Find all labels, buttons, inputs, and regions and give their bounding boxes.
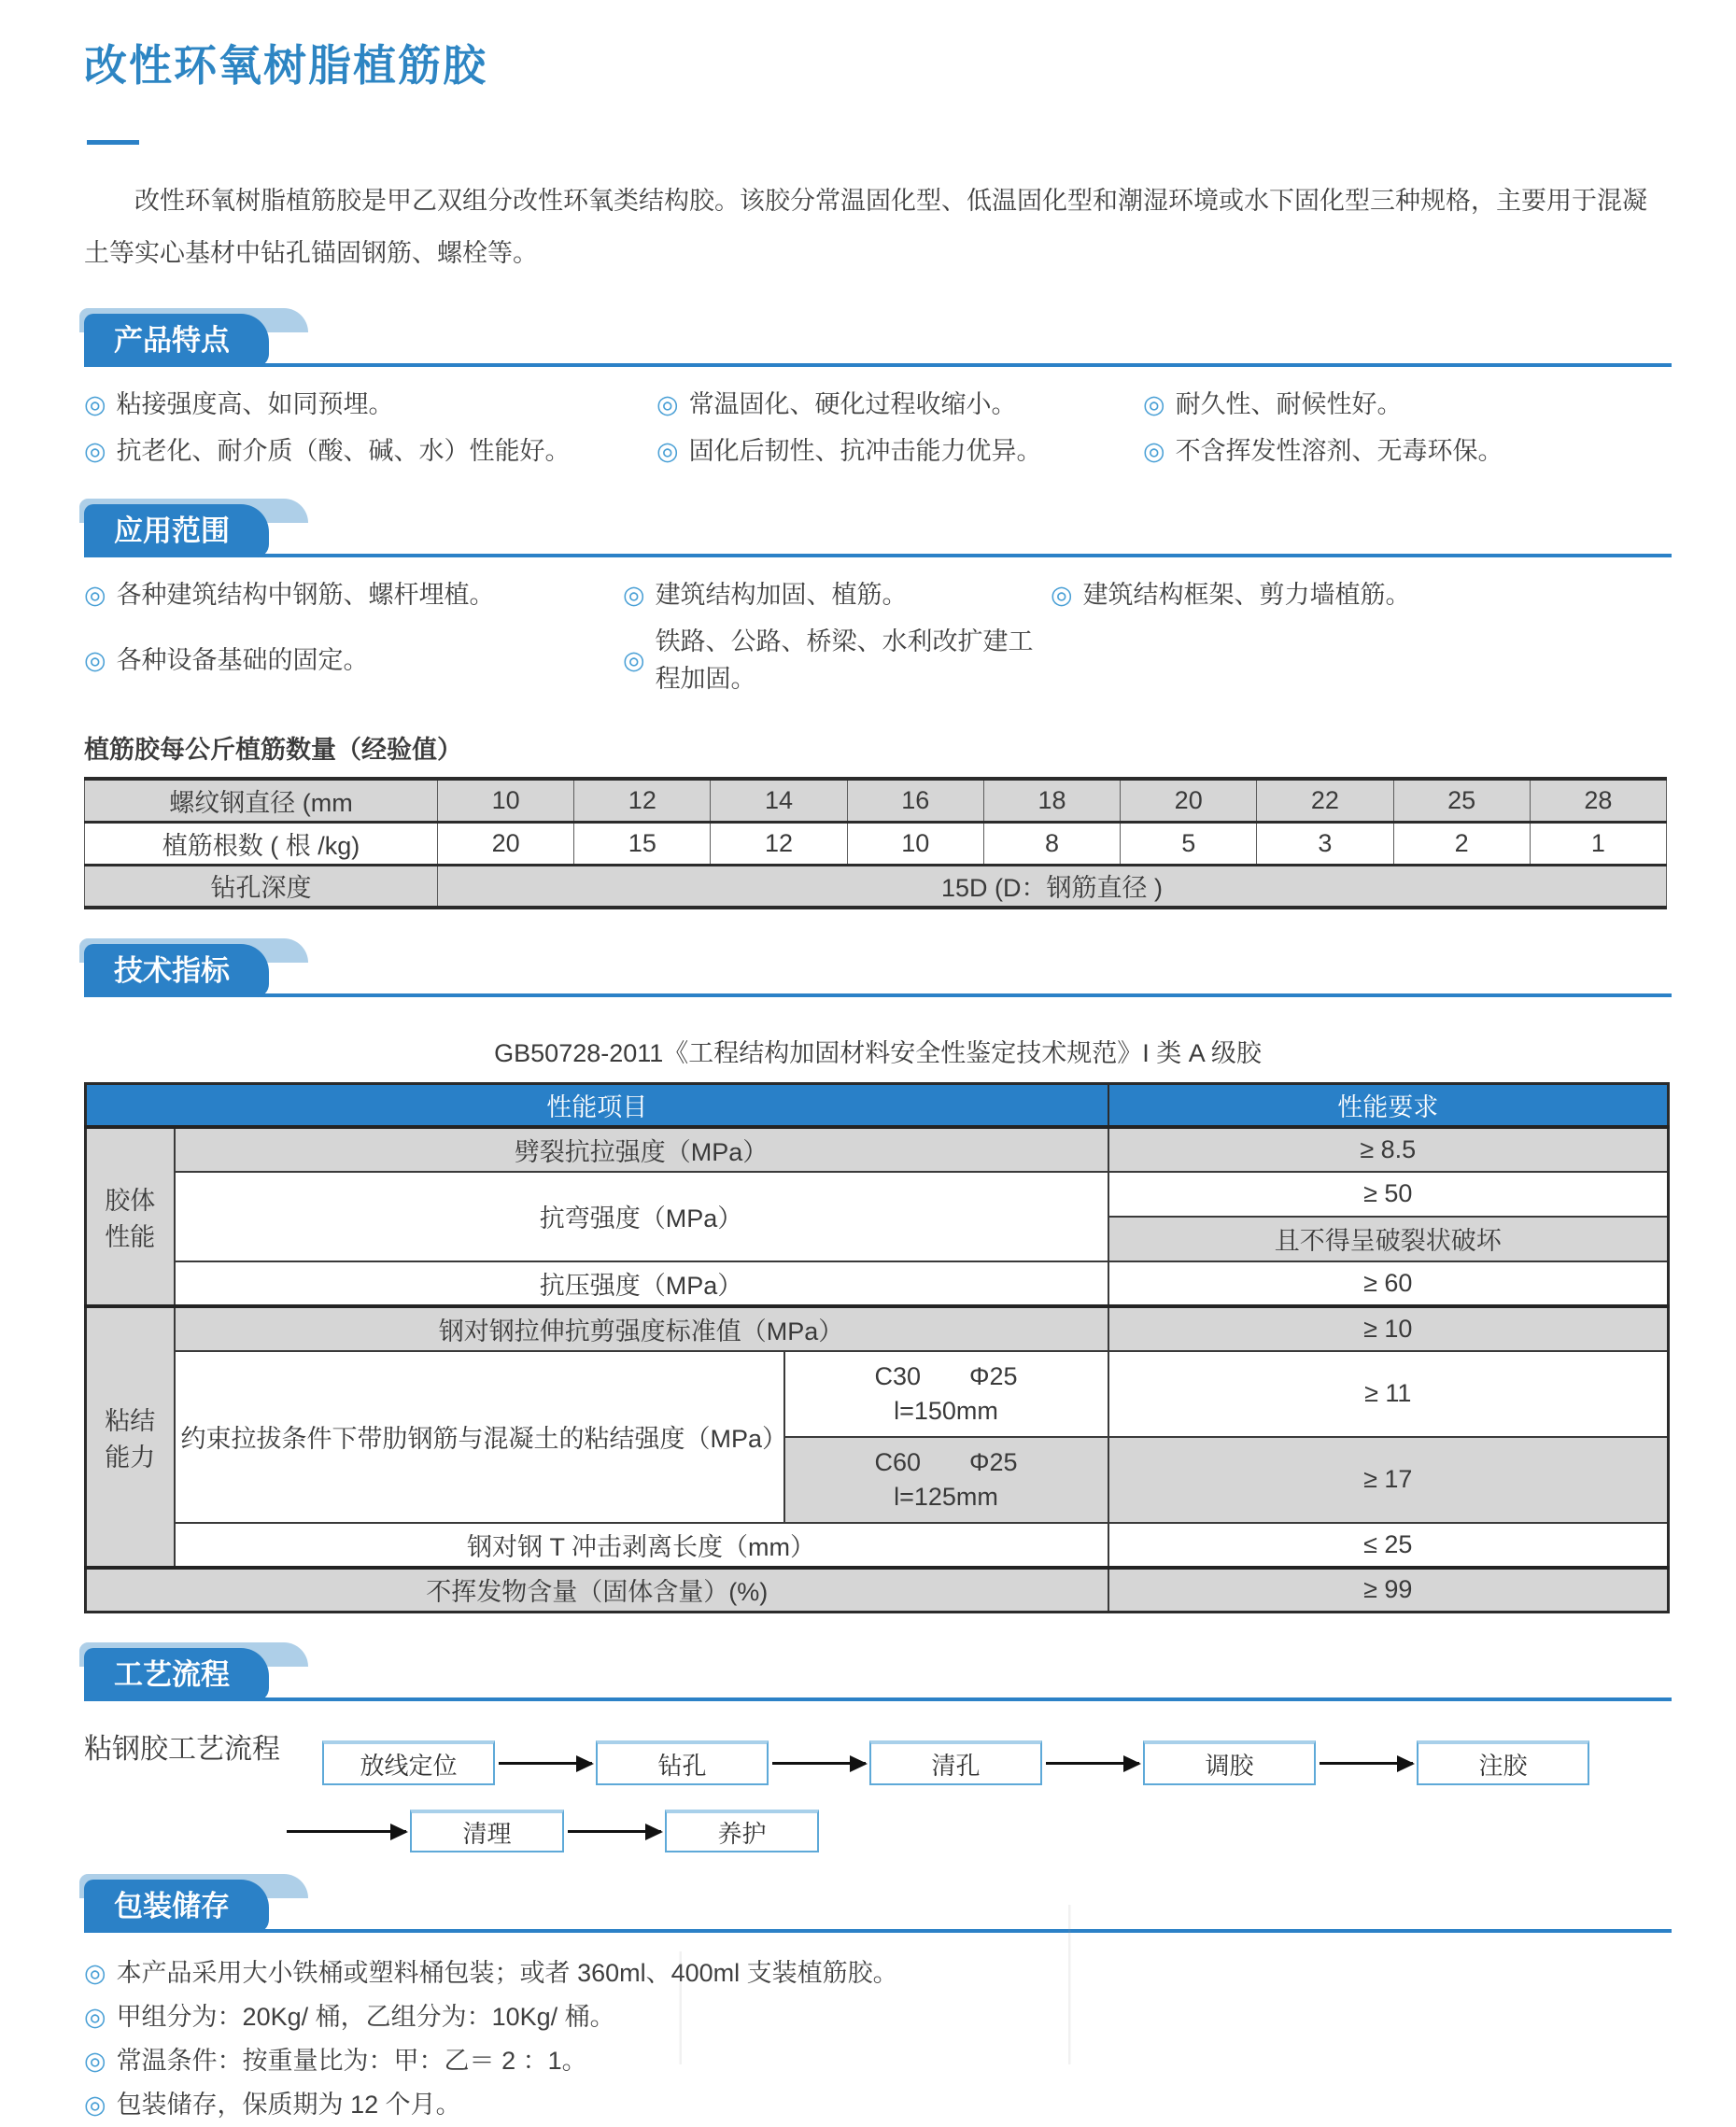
- list-item: [84, 2083, 1672, 2127]
- section-header-packaging: [84, 1880, 1672, 1933]
- table-cell: 14: [711, 779, 847, 822]
- condition-line: [791, 1483, 1102, 1512]
- requirement-cell: ≤ 25: [1108, 1523, 1669, 1568]
- flow-step-box: 养护: [665, 1810, 819, 1852]
- features-list: [84, 386, 1672, 470]
- condition-grade: C30: [874, 1361, 921, 1390]
- property-cell: 抗弯强度（MPa）: [175, 1172, 1108, 1261]
- section-header-features: [84, 315, 1672, 367]
- bullet-icon: ◎: [623, 646, 645, 674]
- bullet-icon: ◎: [1143, 390, 1165, 418]
- packaging-text: 甲组分为：20Kg/ 桶，乙组分为：10Kg/ 桶。: [116, 2003, 615, 2031]
- flow-row-1: [322, 1740, 1589, 1785]
- list-item: [84, 2039, 1672, 2083]
- table-cell: 18: [983, 779, 1120, 822]
- flow-arrow-icon: [499, 1762, 592, 1765]
- row-label-cell: 植筋根数 ( 根 /kg): [85, 822, 438, 865]
- bullet-icon: ◎: [84, 437, 106, 465]
- list-item: [84, 432, 656, 470]
- bullet-icon: ◎: [84, 646, 106, 674]
- title-underline: [87, 140, 139, 145]
- table-cell: 28: [1530, 779, 1666, 822]
- bullet-icon: ◎: [84, 581, 106, 609]
- flow-arrow-icon: [772, 1762, 866, 1765]
- feature-text: 抗老化、耐介质（酸、碱、水）性能好。: [116, 437, 571, 465]
- process-section-badge: 工艺流程: [84, 1648, 269, 1701]
- condition-line: [791, 1448, 1102, 1477]
- bullet-icon: ◎: [623, 581, 645, 609]
- condition-line: [791, 1397, 1102, 1426]
- list-item: [623, 576, 1051, 613]
- requirement-cell: ≥ 50: [1108, 1172, 1669, 1217]
- table-cell: 3: [1257, 822, 1393, 865]
- table-cell: 2: [1393, 822, 1530, 865]
- rebar-table-caption: 植筋胶每公斤植筋数量（经验值）: [84, 736, 462, 764]
- table-row: [85, 865, 1667, 908]
- bullet-icon: ◎: [84, 2047, 106, 2075]
- bullet-icon: ◎: [84, 2091, 106, 2119]
- packaging-text: 包装储存，保质期为 12 个月。: [116, 2091, 461, 2119]
- intro-paragraph: 改性环氧树脂植筋胶是甲乙双组分改性环氧类结构胶。该胶分常温固化型、低温固化型和潮湿环境或水下固化型三种规格，主要用于混凝土等实心基材中钻孔锚固钢筋、螺栓等。: [84, 187, 1647, 267]
- flow-row-2: [283, 1810, 1589, 1852]
- group-label-cell: 胶体性能: [86, 1127, 175, 1306]
- table-row: [86, 1306, 1669, 1351]
- table-row: [86, 1351, 1669, 1437]
- column-header: 性能要求: [1108, 1084, 1669, 1127]
- flow-arrow-icon: [568, 1830, 661, 1833]
- packaging-list: [84, 1951, 1672, 2127]
- table-row: [85, 779, 1667, 822]
- table-cell: 8: [983, 822, 1120, 865]
- bullet-icon: ◎: [1051, 581, 1073, 609]
- requirement-cell: ≥ 10: [1108, 1306, 1669, 1351]
- packaging-text: 常温条件：按重量比为：甲：乙＝ 2 ：1。: [116, 2047, 587, 2075]
- list-item: [84, 623, 623, 697]
- list-item: [1143, 432, 1672, 470]
- table-cell: 10: [438, 779, 574, 822]
- property-cell: 约束拉拔条件下带肋钢筋与混凝土的粘结强度（MPa）: [175, 1351, 784, 1523]
- list-item: [656, 432, 1143, 470]
- standard-caption: GB50728-2011《工程结构加固材料安全性鉴定技术规范》I 类 A 级胶: [494, 1039, 1262, 1067]
- table-cell: 22: [1257, 779, 1393, 822]
- condition-length: l=150mm: [894, 1396, 998, 1425]
- section-header-applications: [84, 505, 1672, 557]
- page-title: 改性环氧树脂植筋胶: [84, 41, 487, 90]
- feature-text: 固化后韧性、抗冲击能力优异。: [688, 437, 1042, 465]
- feature-text: 粘接强度高、如同预埋。: [116, 390, 394, 418]
- feature-text: 耐久性、耐候性好。: [1175, 390, 1403, 418]
- list-item: [84, 1951, 1672, 1995]
- flow-arrow-icon: [287, 1830, 406, 1833]
- property-cell: 钢对钢 T 冲击剥离长度（mm）: [175, 1523, 1108, 1568]
- property-cell: 不挥发物含量（固体含量）(%): [86, 1568, 1108, 1613]
- property-cell: 抗压强度（MPa）: [175, 1261, 1108, 1306]
- condition-line: [791, 1362, 1102, 1391]
- application-text: 建筑结构框架、剪力墙植筋。: [1082, 581, 1411, 609]
- table-cell: 25: [1393, 779, 1530, 822]
- section-header-tech: [84, 945, 1672, 997]
- application-text: 各种设备基础的固定。: [116, 646, 369, 674]
- flow-step-box: 清理: [410, 1810, 564, 1852]
- bullet-icon: ◎: [1143, 437, 1165, 465]
- flow-arrow-icon: [1320, 1762, 1413, 1765]
- feature-text: 不含挥发性溶剂、无毒环保。: [1175, 437, 1503, 465]
- bullet-icon: ◎: [84, 1959, 106, 1987]
- property-cell: 钢对钢拉伸抗剪强度标准值（MPa）: [175, 1306, 1108, 1351]
- flow-step-box: 放线定位: [322, 1740, 495, 1785]
- flow-step-box: 调胶: [1143, 1740, 1316, 1785]
- applications-section-badge: 应用范围: [84, 504, 269, 557]
- list-item: [623, 623, 1051, 697]
- bullet-icon: ◎: [656, 437, 679, 465]
- condition-cell: [784, 1351, 1108, 1437]
- group-label-cell: 粘结能力: [86, 1306, 175, 1568]
- table-row: [85, 822, 1667, 865]
- tech-spec-table: [84, 1082, 1670, 1613]
- flow-subtitle: 粘钢胶工艺流程: [84, 1734, 280, 1765]
- table-cell: 15: [574, 822, 711, 865]
- table-row: [86, 1127, 1669, 1172]
- condition-diameter: Φ25: [968, 1447, 1018, 1476]
- bullet-icon: ◎: [84, 2003, 106, 2031]
- table-cell: 1: [1530, 822, 1666, 865]
- application-text: 各种建筑结构中钢筋、螺杆埋植。: [116, 581, 495, 609]
- requirement-cell: ≥ 99: [1108, 1568, 1669, 1613]
- property-cell: 劈裂抗拉强度（MPa）: [175, 1127, 1108, 1172]
- list-item: [1051, 576, 1672, 613]
- table-cell: 16: [847, 779, 983, 822]
- table-cell: 20: [438, 822, 574, 865]
- feature-text: 常温固化、硬化过程收缩小。: [688, 390, 1017, 418]
- features-section-badge: 产品特点: [84, 314, 269, 367]
- applications-list: [84, 576, 1672, 697]
- process-flow: [84, 1720, 1672, 1852]
- application-text: 铁路、公路、桥梁、水利改扩建工程加固。: [655, 627, 1034, 693]
- table-row: [86, 1172, 1669, 1217]
- row-label-cell: 螺纹钢直径 (mm: [85, 779, 438, 822]
- column-header: 性能项目: [86, 1084, 1108, 1127]
- condition-grade: C60: [874, 1447, 921, 1476]
- condition-length: l=125mm: [894, 1482, 998, 1511]
- packaging-section-badge: 包装储存: [84, 1880, 269, 1933]
- bullet-icon: ◎: [656, 390, 679, 418]
- requirement-cell: 且不得呈破裂状破坏: [1108, 1217, 1669, 1261]
- requirement-cell: ≥ 11: [1108, 1351, 1669, 1437]
- table-row: [86, 1261, 1669, 1306]
- table-cell: 12: [574, 779, 711, 822]
- table-row: [86, 1568, 1669, 1613]
- section-header-process: [84, 1649, 1672, 1701]
- packaging-text: 本产品采用大小铁桶或塑料桶包装；或者 360ml、400ml 支装植筋胶。: [116, 1959, 898, 1987]
- list-item: [84, 1995, 1672, 2039]
- flow-step-box: 钻孔: [596, 1740, 769, 1785]
- table-cell: 20: [1121, 779, 1257, 822]
- list-item: [656, 386, 1143, 423]
- table-header-row: [86, 1084, 1669, 1127]
- span-value-cell: 15D (D：钢筋直径 ): [438, 865, 1667, 908]
- requirement-cell: ≥ 8.5: [1108, 1127, 1669, 1172]
- list-item: [84, 386, 656, 423]
- requirement-cell: ≥ 17: [1108, 1437, 1669, 1523]
- table-cell: 5: [1121, 822, 1257, 865]
- flow-step-box: 清孔: [869, 1740, 1042, 1785]
- table-cell: 10: [847, 822, 983, 865]
- table-row: [86, 1523, 1669, 1568]
- bullet-icon: ◎: [84, 390, 106, 418]
- list-item: [1143, 386, 1672, 423]
- table-cell: 12: [711, 822, 847, 865]
- list-item: [84, 576, 623, 613]
- flow-step-box: 注胶: [1417, 1740, 1589, 1785]
- condition-diameter: Φ25: [968, 1361, 1018, 1390]
- requirement-cell: ≥ 60: [1108, 1261, 1669, 1306]
- row-label-cell: 钻孔深度: [85, 865, 438, 908]
- flow-arrow-icon: [1046, 1762, 1139, 1765]
- condition-cell: [784, 1437, 1108, 1523]
- application-text: 建筑结构加固、植筋。: [655, 581, 908, 609]
- rebar-count-table: [84, 777, 1667, 909]
- tech-section-badge: 技术指标: [84, 944, 269, 997]
- flow-diagram: [322, 1720, 1589, 1852]
